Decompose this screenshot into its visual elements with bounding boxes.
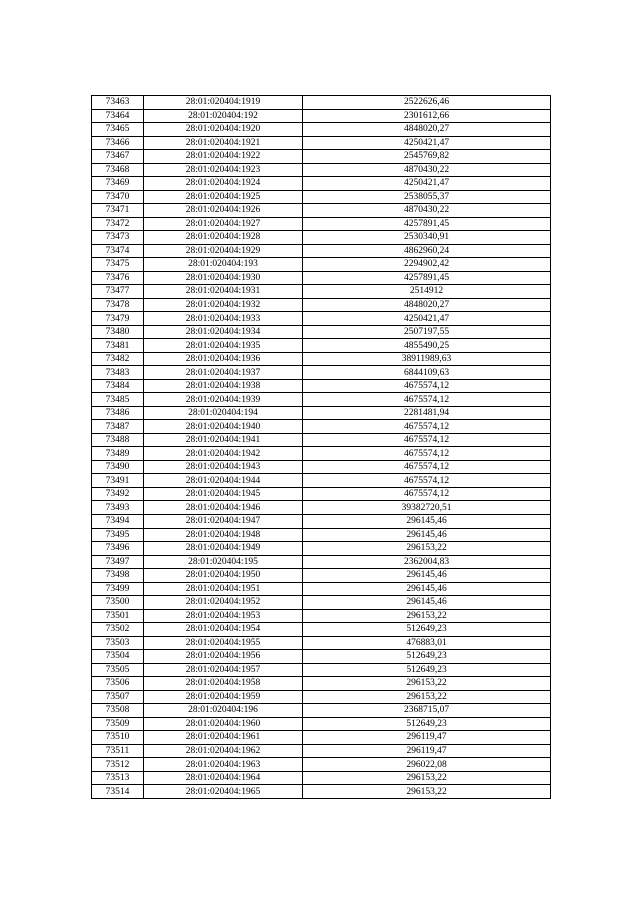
cadastral-value-cell: 4257891,45 <box>303 271 551 285</box>
row-number-cell: 73484 <box>92 379 144 393</box>
row-number-cell: 73483 <box>92 366 144 380</box>
table-row <box>92 690 551 704</box>
cadastral-value-cell: 476883,01 <box>303 636 551 650</box>
cadastral-value-cell: 6844109,63 <box>303 366 551 380</box>
cadastral-number-cell: 28:01:020404:1951 <box>144 582 303 596</box>
table-row <box>92 569 551 583</box>
row-number-cell: 73508 <box>92 704 144 718</box>
row-number-cell: 73471 <box>92 204 144 218</box>
row-number-cell: 73499 <box>92 582 144 596</box>
row-number-cell: 73495 <box>92 528 144 542</box>
cadastral-number-cell: 28:01:020404:1936 <box>144 352 303 366</box>
table-row <box>92 420 551 434</box>
table-row <box>92 785 551 799</box>
cadastral-number-cell: 28:01:020404:1962 <box>144 744 303 758</box>
row-number-cell: 73501 <box>92 609 144 623</box>
cadastral-value-cell: 4870430,22 <box>303 204 551 218</box>
cadastral-number-cell: 28:01:020404:1924 <box>144 177 303 191</box>
cadastral-value-cell: 4870430,22 <box>303 163 551 177</box>
cadastral-value-cell: 512649,23 <box>303 623 551 637</box>
table-row <box>92 312 551 326</box>
cadastral-number-cell: 28:01:020404:1926 <box>144 204 303 218</box>
cadastral-value-cell: 2514912 <box>303 285 551 299</box>
table-row <box>92 123 551 137</box>
table-row <box>92 96 551 110</box>
table-row <box>92 771 551 785</box>
table-row <box>92 717 551 731</box>
row-number-cell: 73507 <box>92 690 144 704</box>
cadastral-value-cell: 4675574,12 <box>303 460 551 474</box>
row-number-cell: 73493 <box>92 501 144 515</box>
cadastral-number-cell: 28:01:020404:1946 <box>144 501 303 515</box>
table-row <box>92 258 551 272</box>
table-row <box>92 542 551 556</box>
table-body <box>92 96 551 799</box>
table-row <box>92 758 551 772</box>
table-row <box>92 636 551 650</box>
cadastral-value-cell: 38911989,63 <box>303 352 551 366</box>
cadastral-value-cell: 4257891,45 <box>303 217 551 231</box>
table-row <box>92 406 551 420</box>
cadastral-value-cell: 4250421,47 <box>303 177 551 191</box>
cadastral-number-cell: 28:01:020404:192 <box>144 109 303 123</box>
cadastral-number-cell: 28:01:020404:1934 <box>144 325 303 339</box>
row-number-cell: 73488 <box>92 433 144 447</box>
table-row <box>92 190 551 204</box>
cadastral-value-cell: 4675574,12 <box>303 474 551 488</box>
cadastral-number-cell: 28:01:020404:1961 <box>144 731 303 745</box>
cadastral-number-cell: 28:01:020404:1958 <box>144 677 303 691</box>
cadastral-number-cell: 28:01:020404:1941 <box>144 433 303 447</box>
table-row <box>92 487 551 501</box>
cadastral-number-cell: 28:01:020404:1931 <box>144 285 303 299</box>
cadastral-number-cell: 28:01:020404:1956 <box>144 650 303 664</box>
cadastral-number-cell: 28:01:020404:1921 <box>144 136 303 150</box>
table-row <box>92 325 551 339</box>
table-row <box>92 298 551 312</box>
cadastral-number-cell: 28:01:020404:1922 <box>144 150 303 164</box>
row-number-cell: 73473 <box>92 231 144 245</box>
cadastral-number-cell: 28:01:020404:1959 <box>144 690 303 704</box>
cadastral-number-cell: 28:01:020404:1929 <box>144 244 303 258</box>
cadastral-number-cell: 28:01:020404:195 <box>144 555 303 569</box>
cadastral-value-cell: 296153,22 <box>303 785 551 799</box>
cadastral-value-cell: 2368715,07 <box>303 704 551 718</box>
cadastral-value-cell: 2362004,83 <box>303 555 551 569</box>
cadastral-number-cell: 28:01:020404:1960 <box>144 717 303 731</box>
cadastral-value-cell: 296145,46 <box>303 528 551 542</box>
table-row <box>92 609 551 623</box>
row-number-cell: 73481 <box>92 339 144 353</box>
table-row <box>92 379 551 393</box>
table-row <box>92 217 551 231</box>
cadastral-number-cell: 28:01:020404:1957 <box>144 663 303 677</box>
cadastral-value-cell: 296153,22 <box>303 771 551 785</box>
cadastral-value-cell: 296145,46 <box>303 596 551 610</box>
row-number-cell: 73505 <box>92 663 144 677</box>
cadastral-number-cell: 28:01:020404:1965 <box>144 785 303 799</box>
table-row <box>92 352 551 366</box>
cadastral-number-cell: 28:01:020404:1949 <box>144 542 303 556</box>
cadastral-number-cell: 28:01:020404:193 <box>144 258 303 272</box>
cadastral-value-cell: 2538055,37 <box>303 190 551 204</box>
row-number-cell: 73510 <box>92 731 144 745</box>
row-number-cell: 73504 <box>92 650 144 664</box>
row-number-cell: 73467 <box>92 150 144 164</box>
cadastral-number-cell: 28:01:020404:1932 <box>144 298 303 312</box>
row-number-cell: 73498 <box>92 569 144 583</box>
row-number-cell: 73469 <box>92 177 144 191</box>
row-number-cell: 73514 <box>92 785 144 799</box>
table-row <box>92 582 551 596</box>
table-row <box>92 650 551 664</box>
cadastral-value-cell: 2507197,55 <box>303 325 551 339</box>
table-row <box>92 204 551 218</box>
cadastral-value-cell: 2294902,42 <box>303 258 551 272</box>
cadastral-number-cell: 28:01:020404:1950 <box>144 569 303 583</box>
cadastral-value-cell: 4250421,47 <box>303 136 551 150</box>
row-number-cell: 73472 <box>92 217 144 231</box>
cadastral-number-cell: 28:01:020404:1920 <box>144 123 303 137</box>
table-row <box>92 177 551 191</box>
row-number-cell: 73494 <box>92 514 144 528</box>
row-number-cell: 73486 <box>92 406 144 420</box>
cadastral-value-cell: 2530340,91 <box>303 231 551 245</box>
row-number-cell: 73512 <box>92 758 144 772</box>
cadastral-number-cell: 28:01:020404:1963 <box>144 758 303 772</box>
cadastral-value-cell: 4855490,25 <box>303 339 551 353</box>
row-number-cell: 73466 <box>92 136 144 150</box>
cadastral-number-cell: 28:01:020404:1955 <box>144 636 303 650</box>
cadastral-value-cell: 4848020,27 <box>303 123 551 137</box>
row-number-cell: 73475 <box>92 258 144 272</box>
cadastral-value-cell: 4848020,27 <box>303 298 551 312</box>
table-row <box>92 109 551 123</box>
cadastral-number-cell: 28:01:020404:1937 <box>144 366 303 380</box>
cadastral-number-cell: 28:01:020404:1947 <box>144 514 303 528</box>
row-number-cell: 73509 <box>92 717 144 731</box>
cadastral-value-cell: 4675574,12 <box>303 393 551 407</box>
cadastral-number-cell: 28:01:020404:1945 <box>144 487 303 501</box>
row-number-cell: 73465 <box>92 123 144 137</box>
table-row <box>92 393 551 407</box>
row-number-cell: 73497 <box>92 555 144 569</box>
cadastral-value-cell: 296153,22 <box>303 690 551 704</box>
row-number-cell: 73502 <box>92 623 144 637</box>
cadastral-value-cell: 4675574,12 <box>303 379 551 393</box>
cadastral-value-cell: 4675574,12 <box>303 420 551 434</box>
cadastral-value-cell: 4675574,12 <box>303 433 551 447</box>
table-row <box>92 704 551 718</box>
row-number-cell: 73491 <box>92 474 144 488</box>
row-number-cell: 73479 <box>92 312 144 326</box>
cadastral-value-cell: 512649,23 <box>303 717 551 731</box>
row-number-cell: 73500 <box>92 596 144 610</box>
row-number-cell: 73476 <box>92 271 144 285</box>
cadastral-number-cell: 28:01:020404:1943 <box>144 460 303 474</box>
cadastral-value-cell: 296153,22 <box>303 542 551 556</box>
cadastral-value-cell: 4675574,12 <box>303 447 551 461</box>
table-row <box>92 136 551 150</box>
cadastral-value-cell: 4675574,12 <box>303 487 551 501</box>
row-number-cell: 73511 <box>92 744 144 758</box>
table-row <box>92 514 551 528</box>
row-number-cell: 73477 <box>92 285 144 299</box>
cadastral-number-cell: 28:01:020404:1952 <box>144 596 303 610</box>
row-number-cell: 73506 <box>92 677 144 691</box>
row-number-cell: 73468 <box>92 163 144 177</box>
cadastral-number-cell: 28:01:020404:1948 <box>144 528 303 542</box>
table-row <box>92 366 551 380</box>
cadastral-number-cell: 28:01:020404:1925 <box>144 190 303 204</box>
table-row <box>92 271 551 285</box>
cadastral-value-cell: 39382720,51 <box>303 501 551 515</box>
cadastral-value-cell: 296145,46 <box>303 569 551 583</box>
table-row <box>92 231 551 245</box>
cadastral-value-cell: 512649,23 <box>303 663 551 677</box>
table-row <box>92 285 551 299</box>
table-row <box>92 623 551 637</box>
cadastral-number-cell: 28:01:020404:1919 <box>144 96 303 110</box>
cadastral-value-cell: 296153,22 <box>303 677 551 691</box>
table-row <box>92 460 551 474</box>
row-number-cell: 73485 <box>92 393 144 407</box>
cadastral-number-cell: 28:01:020404:1930 <box>144 271 303 285</box>
table-row <box>92 433 551 447</box>
cadastral-value-cell: 296119,47 <box>303 744 551 758</box>
cadastral-value-cell: 296119,47 <box>303 731 551 745</box>
row-number-cell: 73496 <box>92 542 144 556</box>
table-row <box>92 163 551 177</box>
cadastral-number-cell: 28:01:020404:1928 <box>144 231 303 245</box>
row-number-cell: 73463 <box>92 96 144 110</box>
cadastral-number-cell: 28:01:020404:1964 <box>144 771 303 785</box>
cadastral-number-cell: 28:01:020404:1935 <box>144 339 303 353</box>
cadastral-value-cell: 296145,46 <box>303 582 551 596</box>
table-row <box>92 663 551 677</box>
row-number-cell: 73513 <box>92 771 144 785</box>
cadastral-number-cell: 28:01:020404:1939 <box>144 393 303 407</box>
cadastral-value-table <box>91 95 551 799</box>
cadastral-value-cell: 2522626,46 <box>303 96 551 110</box>
cadastral-number-cell: 28:01:020404:1944 <box>144 474 303 488</box>
cadastral-value-cell: 2545769,82 <box>303 150 551 164</box>
cadastral-number-cell: 28:01:020404:1933 <box>144 312 303 326</box>
row-number-cell: 73492 <box>92 487 144 501</box>
row-number-cell: 73464 <box>92 109 144 123</box>
row-number-cell: 73470 <box>92 190 144 204</box>
cadastral-value-cell: 4250421,47 <box>303 312 551 326</box>
table-row <box>92 596 551 610</box>
row-number-cell: 73503 <box>92 636 144 650</box>
row-number-cell: 73482 <box>92 352 144 366</box>
table-row <box>92 528 551 542</box>
table-row <box>92 150 551 164</box>
cadastral-number-cell: 28:01:020404:1938 <box>144 379 303 393</box>
table-row <box>92 677 551 691</box>
cadastral-value-cell: 512649,23 <box>303 650 551 664</box>
row-number-cell: 73478 <box>92 298 144 312</box>
cadastral-number-cell: 28:01:020404:1940 <box>144 420 303 434</box>
cadastral-number-cell: 28:01:020404:1953 <box>144 609 303 623</box>
cadastral-number-cell: 28:01:020404:1942 <box>144 447 303 461</box>
table-row <box>92 339 551 353</box>
row-number-cell: 73489 <box>92 447 144 461</box>
table-row <box>92 731 551 745</box>
cadastral-value-cell: 296145,46 <box>303 514 551 528</box>
cadastral-value-cell: 296022,08 <box>303 758 551 772</box>
row-number-cell: 73490 <box>92 460 144 474</box>
cadastral-value-cell: 2281481,94 <box>303 406 551 420</box>
row-number-cell: 73487 <box>92 420 144 434</box>
table-row <box>92 501 551 515</box>
cadastral-number-cell: 28:01:020404:194 <box>144 406 303 420</box>
row-number-cell: 73480 <box>92 325 144 339</box>
table-row <box>92 744 551 758</box>
cadastral-value-cell: 2301612,66 <box>303 109 551 123</box>
table-row <box>92 244 551 258</box>
cadastral-number-cell: 28:01:020404:196 <box>144 704 303 718</box>
row-number-cell: 73474 <box>92 244 144 258</box>
cadastral-value-cell: 4862960,24 <box>303 244 551 258</box>
cadastral-value-cell: 296153,22 <box>303 609 551 623</box>
cadastral-number-cell: 28:01:020404:1927 <box>144 217 303 231</box>
cadastral-number-cell: 28:01:020404:1923 <box>144 163 303 177</box>
cadastral-number-cell: 28:01:020404:1954 <box>144 623 303 637</box>
table-row <box>92 555 551 569</box>
table-row <box>92 474 551 488</box>
table-row <box>92 447 551 461</box>
